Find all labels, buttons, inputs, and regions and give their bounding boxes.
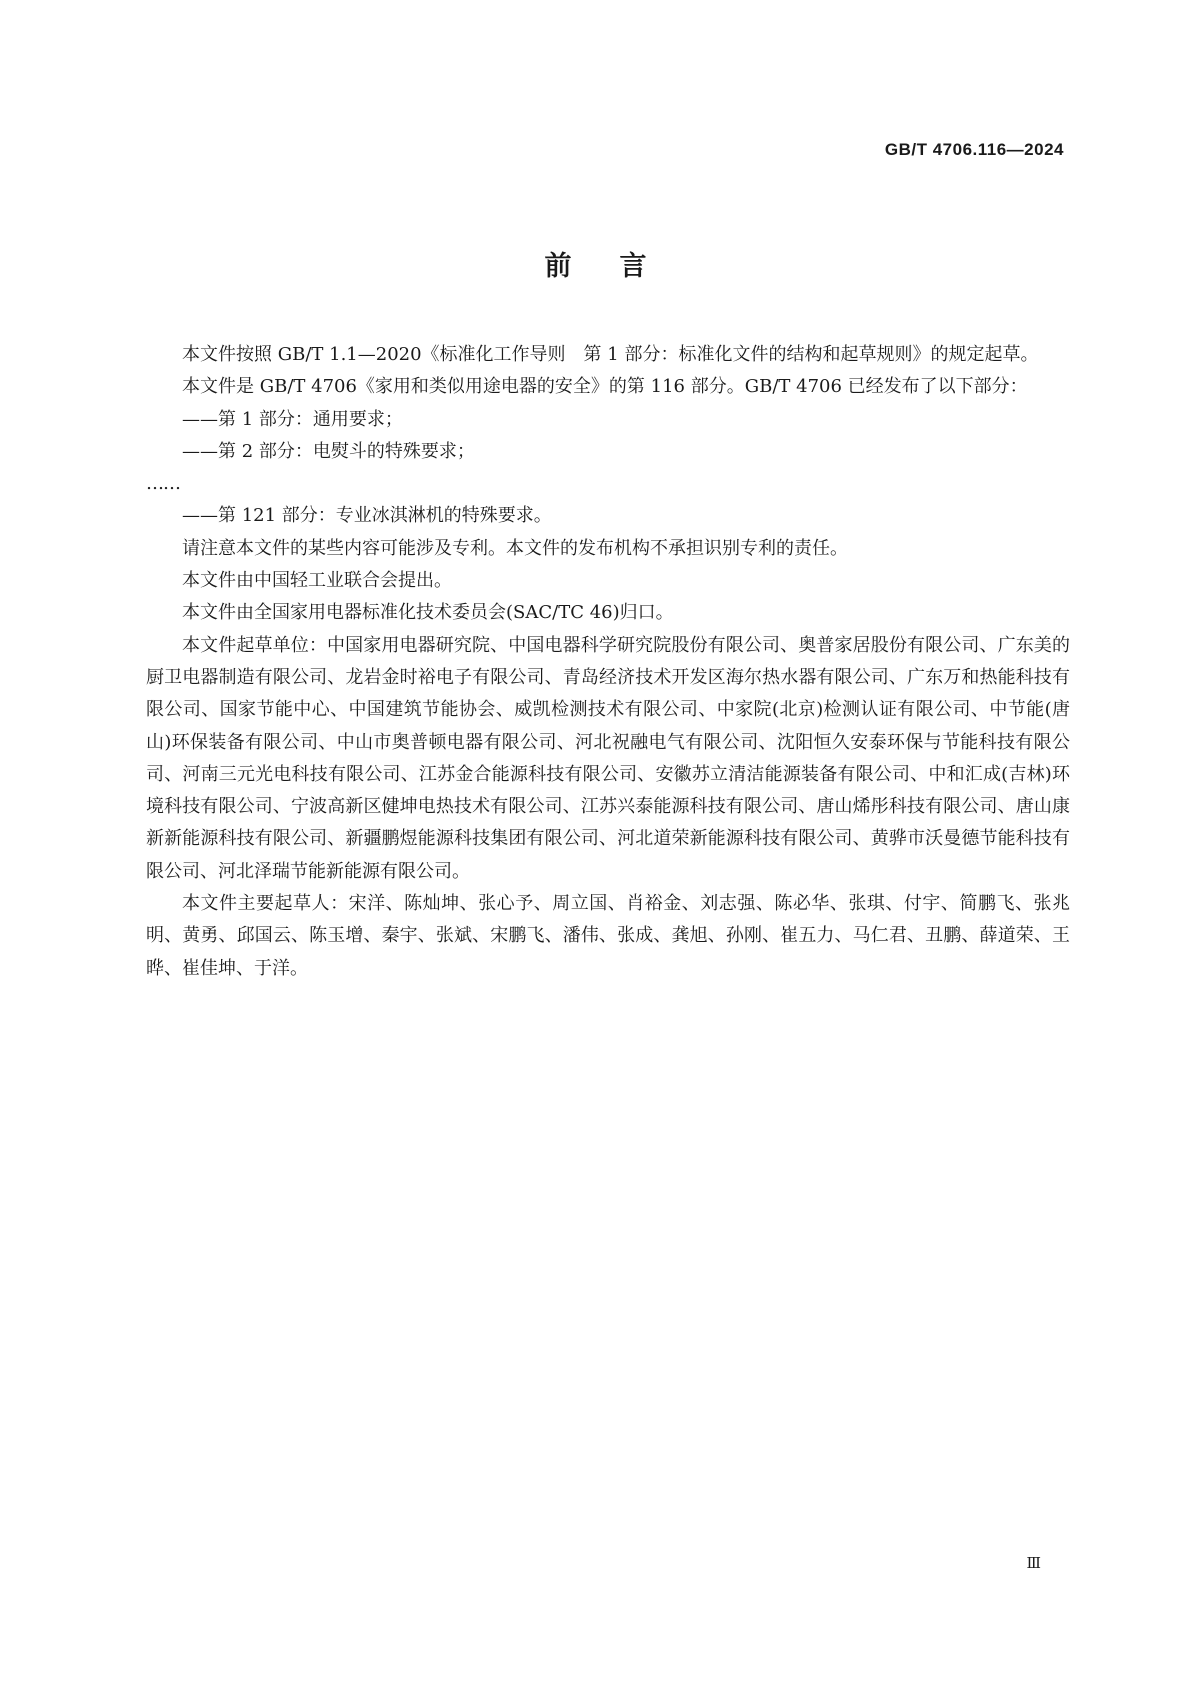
page-number: Ⅲ [1026,1554,1041,1572]
page-title: 前言 [544,251,695,282]
list-item-part-1: ——第 1 部分：通用要求； [182,408,403,430]
paragraph-series-part: 本文件是 GB/T 4706《家用和类似用途电器的安全》的第 116 部分。GB/T 4706 已经发布了以下部分： [182,376,1028,398]
foreword-body [146,339,1070,985]
paragraph-technical-committee: 本文件由全国家用电器标准化技术委员会(SAC/TC 46)归口。 [182,602,674,624]
paragraph-proposer: 本文件由中国轻工业联合会提出。 [182,570,452,592]
paragraph-drafting-rules: 本文件按照 GB/T 1.1—2020《标准化工作导则 第 1 部分：标准化文件的结构和起草规则》的规定起草。 [182,344,1039,365]
list-item-part-2: ——第 2 部分：电熨斗的特殊要求； [182,440,475,462]
list-item-part-121: ——第 121 部分：专业冰淇淋机的特殊要求。 [182,505,552,527]
list-ellipsis: …… [146,473,180,495]
paragraph-drafting-units: 本文件起草单位：中国家用电器研究院、中国电器科学研究院股份有限公司、奥普家居股份有限公司、广东美的厨卫电器制造有限公司、龙岩金时裕电子有限公司、青岛经济技术开发区海尔热水器有限公司、广东万和热能科技有限公司、国家节能中心、中国建筑节能协会、威凯检测技术有限公司、中家院(北京)检测认证有限公司、中节能(唐山)环保装备有限公司、中山市奥普顿电器有限公司、河北祝融电气有限公司、沈阳恒久安泰环保与节能科技有限公司、河南三元光电科技有限公司、江苏金合能源科技有限公司、安徽苏立清洁能源装备有限公司、中和汇成(吉林)环境科技有限公司、宁波高新区健坤电热技术有限公司、江苏兴泰能源科技有限公司、唐山烯彤科技有限公司、唐山康新新能源科技有限公司、新疆鹏煜能源科技集团有限公司、河北道荣新能源科技有限公司、黄骅市沃曼德节能科技有限公司、河北泽瑞节能新能源有限公司。 [146,634,1070,882]
paragraph-patent-notice: 请注意本文件的某些内容可能涉及专利。本文件的发布机构不承担识别专利的责任。 [182,537,848,559]
paragraph-drafters: 本文件主要起草人：宋洋、陈灿坤、张心予、周立国、肖裕金、刘志强、陈必华、张琪、付宇、简鹏飞、张兆明、黄勇、邱国云、陈玉增、秦宇、张斌、宋鹏飞、潘伟、张成、龚旭、孙刚、崔五力、马仁君、丑鹏、薛道荣、王晔、崔佳坤、于洋。 [146,893,1070,979]
document-code: GB/T 4706.116—2024 [884,140,1064,159]
